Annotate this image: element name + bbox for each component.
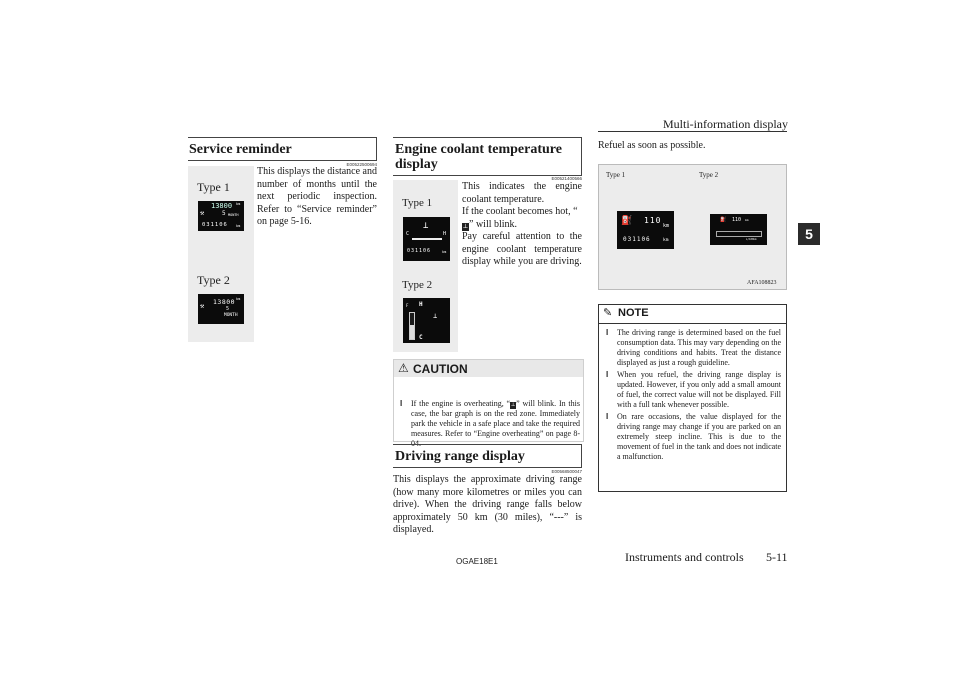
bullet-icon: l: [400, 399, 403, 408]
type1-label: Type 1: [402, 197, 433, 209]
type2-label: Type 2: [402, 279, 433, 291]
note-item: l On rare occasions, the value displayed for the driving range may change if you are parked on an extremely steep incline. This is due to the movement of fuel in the tank and does not indicate a malfunction.: [606, 412, 781, 461]
caution-item: l If the engine is overheating, “⊥” will blink. In this case, the bar graph is on the red zone. Immediately park the vehicle in a safe place and take the required measures. Refer to “Engine overheating” on page 8-04.: [400, 399, 580, 448]
service-months: 5: [226, 306, 230, 312]
hot-label: H: [419, 301, 423, 308]
coolant-gauge-bar: [409, 312, 415, 340]
service-reminder-code: E00522500694: [346, 162, 377, 167]
refuel-text: Refuel as soon as possible.: [598, 140, 706, 151]
note-item: l The driving range is determined based on the fuel consumption data. This may vary depending on the driving conditions and habits. Treat the distance displayed as just a rough guideline.: [606, 328, 781, 367]
odometer-value: 031106: [202, 222, 228, 228]
note-item: l When you refuel, the driving range display is updated. However, if you only add a small amount of fuel, the correct value will not be displayed. Fill with a full tank whenever possible.: [606, 370, 781, 409]
range-lcd-type1: [617, 211, 674, 249]
note-box: [598, 304, 787, 492]
fuel-pump-icon: ⛽: [720, 217, 727, 223]
service-distance: 13800: [211, 202, 233, 210]
driving-range-code: E00568500047: [551, 469, 582, 474]
odometer-value: 031106: [623, 236, 651, 243]
range-value: 110: [732, 217, 742, 223]
caution-header: [394, 360, 583, 377]
warning-triangle-icon: ⚠: [398, 361, 409, 375]
footer-section: Instruments and controls: [625, 550, 744, 564]
figure-code: AFA108823: [747, 280, 777, 286]
coolant-body-para2: If the coolant becomes hot, “⊥” will blink.: [462, 206, 578, 230]
note-title: NOTE: [618, 307, 649, 319]
hot-label: H: [443, 231, 447, 237]
coolant-code: E00521400566: [551, 176, 582, 181]
coolant-body-para1: This indicates the engine coolant temperature.: [462, 181, 582, 205]
service-reminder-body: This displays the distance and number of months until the next periodic inspection. Refer to “Service reminder” on page 5-16.: [257, 166, 377, 227]
driving-range-figure: [598, 164, 787, 290]
coolant-lcd-type2: [403, 298, 450, 343]
service-lcd-type1: [198, 201, 244, 231]
odometer-value: 031106: [407, 248, 432, 254]
coolant-title-line1: Engine coolant temperature: [395, 142, 562, 157]
footer-page: 5-11: [766, 550, 788, 564]
bullet-icon: l: [606, 328, 609, 337]
driving-range-title: Driving range display: [395, 449, 525, 464]
coolant-warning-icon: ⊥: [510, 403, 516, 408]
range-lcd-type2: [710, 214, 767, 245]
type1-label: Type 1: [606, 171, 626, 179]
service-months: 5: [222, 210, 226, 217]
bullet-icon: l: [606, 370, 609, 379]
coolant-body: [462, 181, 582, 269]
odometer-unit: km: [663, 238, 669, 243]
coolant-body-para3: Pay careful attention to the engine coolant temperature display while you are driving.: [462, 231, 582, 267]
chapter-title: Multi-information display: [663, 117, 788, 131]
fuel-pump-icon: ⛽: [621, 216, 633, 226]
odometer-unit: km: [236, 224, 241, 228]
fuel-full-label: F: [406, 303, 409, 308]
caution-box: [393, 359, 584, 448]
temperature-bar: [412, 238, 442, 240]
cold-label: C: [419, 334, 423, 341]
coolant-title-line2: display: [395, 157, 438, 172]
coolant-figure: [393, 180, 458, 352]
thermometer-icon: ⊥: [423, 221, 429, 231]
caution-title: CAUTION: [413, 362, 468, 376]
thermometer-icon: ⊥: [433, 312, 438, 320]
service-months-label: MONTH: [228, 213, 239, 217]
type1-label: Type 1: [197, 180, 230, 194]
note-header: [599, 305, 786, 324]
service-lcd-type2: [198, 294, 244, 324]
coolant-lcd-type1: [403, 217, 450, 261]
driving-range-heading: [393, 444, 582, 468]
fuel-consumption-bar: [716, 231, 762, 237]
service-distance-unit: km: [236, 297, 241, 301]
range-unit: km: [745, 218, 749, 222]
note-list: [604, 328, 781, 464]
service-reminder-figure: [188, 166, 254, 342]
driving-range-body: This displays the approximate driving range (how many more kilometres or miles you can drive). When the driving range falls below approximately 50 km (30 miles), “---” is displayed.: [393, 474, 582, 535]
coolant-heading: [393, 137, 582, 176]
bullet-icon: l: [606, 412, 609, 421]
wrench-icon: ⚒: [200, 302, 205, 310]
chapter-tab: 5: [798, 223, 820, 245]
odometer-unit: km: [442, 250, 447, 254]
service-months-label: MONTH: [224, 313, 238, 318]
wrench-icon: ⚒: [200, 209, 205, 217]
service-distance: 13800: [213, 298, 236, 306]
range-unit: km: [663, 223, 670, 229]
cold-label: C: [406, 231, 410, 237]
service-distance-unit: km: [236, 202, 241, 206]
footer-code: OGAE18E1: [456, 557, 498, 566]
coolant-warning-icon: ⊥: [462, 223, 469, 230]
service-reminder-title: Service reminder: [189, 142, 292, 157]
header-rule: [598, 131, 787, 132]
range-value: 110: [644, 216, 662, 225]
consumption-unit: L/100km: [746, 238, 757, 241]
type2-label: Type 2: [699, 171, 719, 179]
service-reminder-heading: [188, 137, 377, 161]
type2-label: Type 2: [197, 273, 230, 287]
pencil-icon: ✎: [603, 307, 613, 319]
